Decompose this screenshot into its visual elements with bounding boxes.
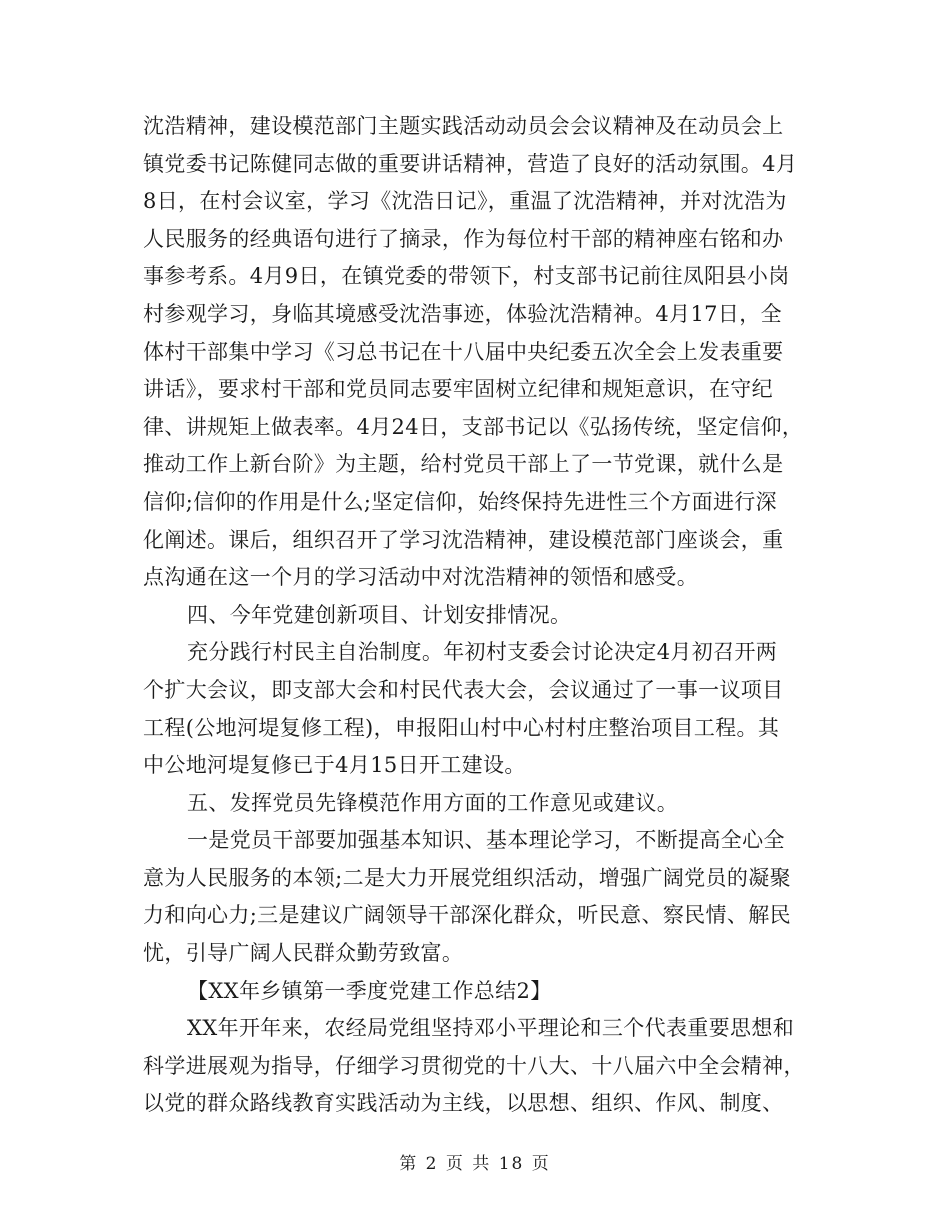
text-line: 充分践行村民主自治制度。年初村支委会讨论决定4月初召开两 [187, 640, 778, 665]
text-line: 点沟通在这一个月的学习活动中对沈浩精神的领悟和感受。 [143, 565, 699, 590]
text-line: 推动工作上新台阶》为主题，给村党员干部上了一节党课，就什么是 [143, 452, 784, 477]
text-line: 五、发挥党员先锋模范作用方面的工作意见或建议。 [187, 790, 679, 815]
text-line: 8日，在村会议室，学习《沈浩日记》，重温了沈浩精神，并对沈浩为 [143, 189, 787, 214]
text-line: 力和向心力;三是建议广阔领导干部深化群众，听民意、察民情、解民 [143, 903, 791, 928]
text-line: 化阐述。课后，组织召开了学习沈浩精神，建设模范部门座谈会，重 [143, 527, 784, 552]
text-line: 村参观学习，身临其境感受沈浩事迹，体验沈浩精神。4月17日，全 [143, 301, 782, 326]
document-body [143, 108, 823, 1123]
text-line: 以党的群众路线教育实践活动为主线，以思想、组织、作风、制度、 [143, 1091, 784, 1116]
text-line: 意为人民服务的本领;二是大力开展党组织活动，增强广阔党员的凝聚 [143, 865, 791, 890]
text-line: 信仰;信仰的作用是什么;坚定信仰，始终保持先进性三个方面进行深 [143, 489, 777, 514]
text-line: 中公地河堤复修已于4月15日开工建设。 [143, 753, 526, 778]
text-line: 科学进展观为指导，仔细学习贯彻党的十八大、十八届六中全会精神， [143, 1053, 805, 1078]
text-line: 事参考系。4月9日，在镇党委的带领下，村支部书记前往凤阳县小岗 [143, 264, 790, 289]
text-line: 人民服务的经典语句进行了摘录，作为每位村干部的精神座右铭和办 [143, 226, 784, 251]
text-line: 个扩大会议，即支部大会和村民代表大会，会议通过了一事一议项目 [143, 677, 784, 702]
text-line: 镇党委书记陈健同志做的重要讲话精神，营造了良好的活动氛围。4月 [143, 151, 798, 176]
text-line: 讲话》，要求村干部和党员同志要牢固树立纪律和规矩意识，在守纪 [143, 377, 773, 402]
text-line: 一是党员干部要加强基本知识、基本理论学习，不断提高全心全 [187, 828, 785, 853]
text-line: 工程(公地河堤复修工程)，申报阳山村中心村村庄整治项目工程。其 [143, 715, 780, 740]
text-line: 忧，引导广阔人民群众勤劳致富。 [143, 941, 464, 966]
text-line: XX年开年来，农经局党组坚持邓小平理论和三个代表重要思想和 [187, 1016, 795, 1041]
text-line: 四、今年党建创新项目、计划安排情况。 [187, 602, 572, 627]
text-line: 律、讲规矩上做表率。4月24日，支部书记以《弘扬传统，坚定信仰， [143, 414, 804, 439]
text-line: 沈浩精神，建设模范部门主题实践活动动员会会议精神及在动员会上 [143, 114, 784, 138]
text-line: 体村干部集中学习《习总书记在十八届中央纪委五次全会上发表重要 [143, 339, 784, 364]
text-line: 【XX年乡镇第一季度党建工作总结2】 [187, 978, 552, 1003]
page-number-footer: 第 2 页 共 18 页 [399, 1154, 551, 1174]
